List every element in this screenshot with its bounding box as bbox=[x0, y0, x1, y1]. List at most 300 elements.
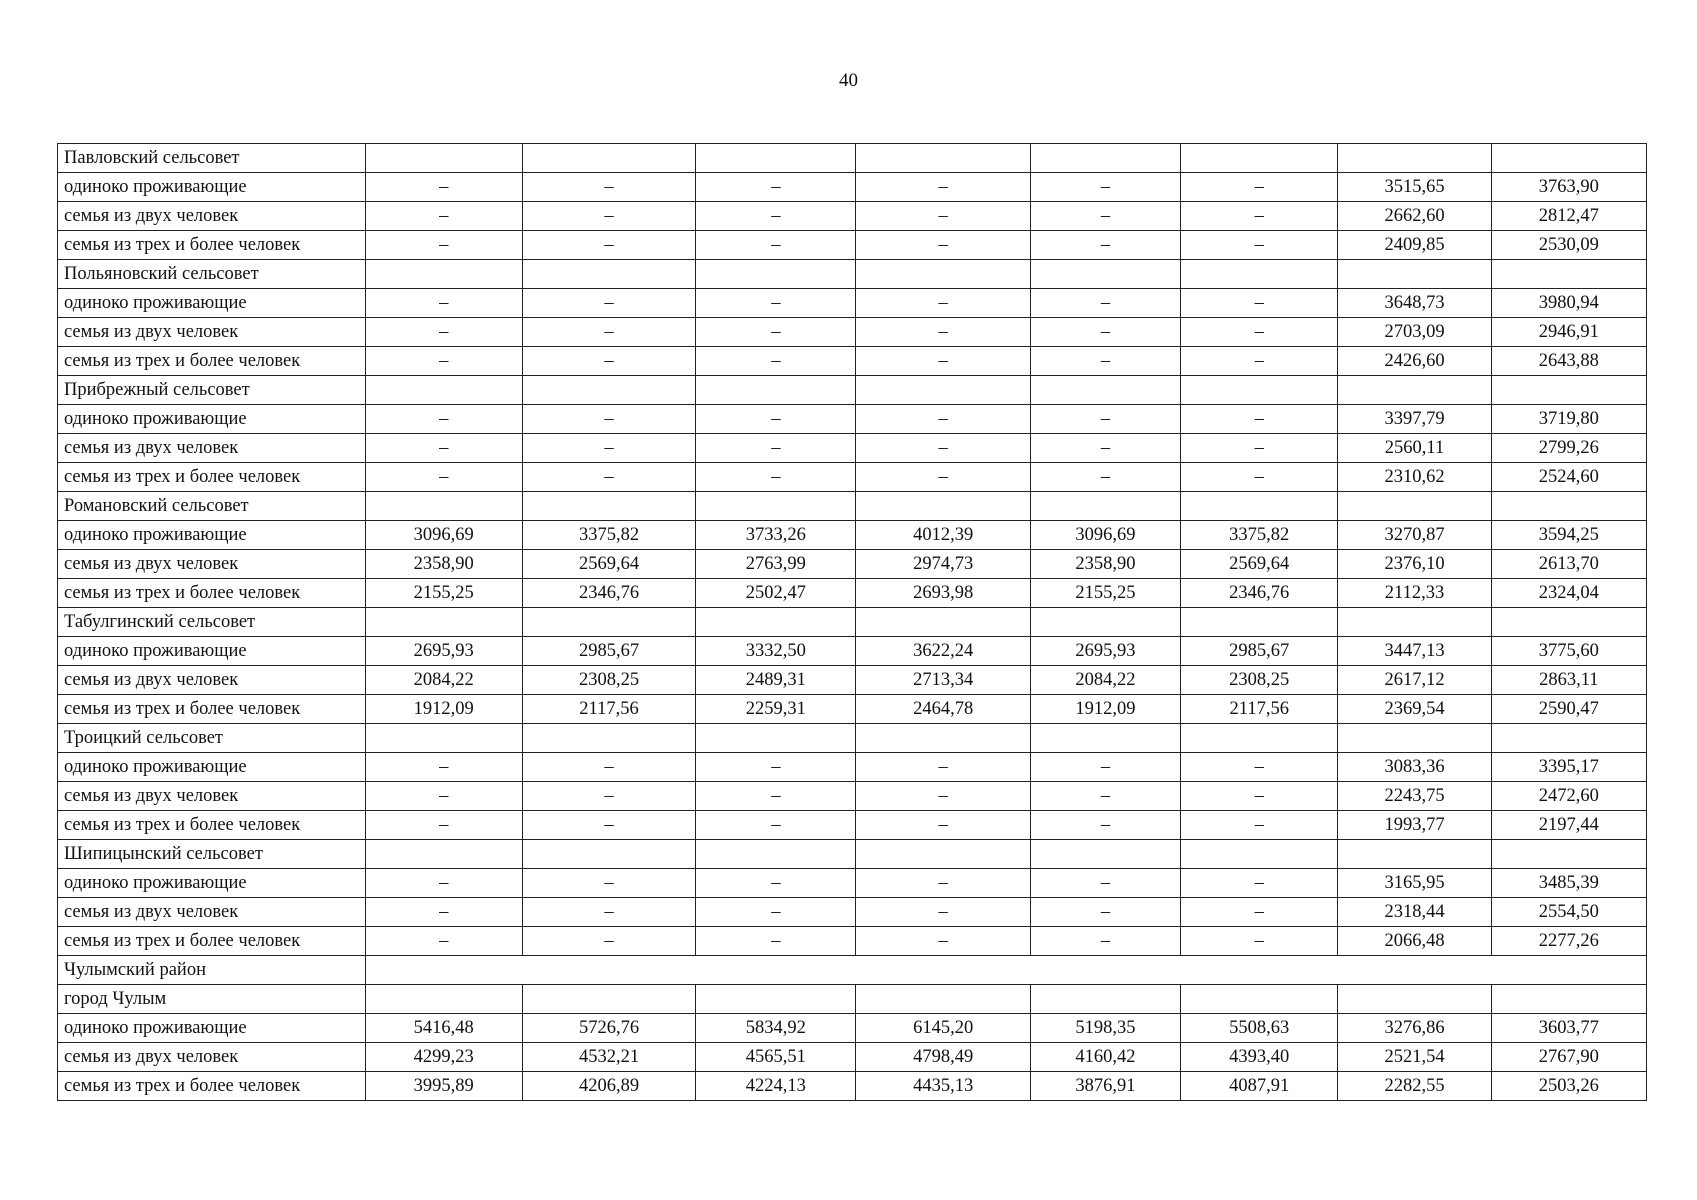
value-cell: – bbox=[1030, 898, 1180, 927]
empty-cell bbox=[1491, 260, 1646, 289]
row-label: семья из трех и более человек bbox=[58, 695, 366, 724]
value-cell: – bbox=[1181, 463, 1338, 492]
section-header-row bbox=[58, 260, 1647, 289]
value-cell: 2489,31 bbox=[696, 666, 856, 695]
empty-cell bbox=[365, 492, 522, 521]
district-name: Чулымский район bbox=[58, 956, 366, 985]
empty-cell bbox=[1030, 144, 1180, 173]
empty-cell bbox=[1181, 144, 1338, 173]
value-cell: – bbox=[522, 434, 695, 463]
empty-cell bbox=[1030, 724, 1180, 753]
section-name: Шипицынский сельсовет bbox=[58, 840, 366, 869]
table-row bbox=[58, 405, 1647, 434]
empty-cell bbox=[1491, 608, 1646, 637]
value-cell: 2346,76 bbox=[522, 579, 695, 608]
empty-cell bbox=[1181, 724, 1338, 753]
value-cell: – bbox=[522, 173, 695, 202]
value-cell: – bbox=[522, 405, 695, 434]
value-cell: – bbox=[522, 927, 695, 956]
value-cell: – bbox=[1181, 434, 1338, 463]
value-cell: – bbox=[1181, 898, 1338, 927]
value-cell: 3332,50 bbox=[696, 637, 856, 666]
section-header-row bbox=[58, 376, 1647, 405]
empty-cell bbox=[1491, 985, 1646, 1014]
value-cell: 2472,60 bbox=[1491, 782, 1646, 811]
row-label: одиноко проживающие bbox=[58, 521, 366, 550]
value-cell: 2066,48 bbox=[1338, 927, 1491, 956]
value-cell: – bbox=[856, 347, 1030, 376]
empty-cell bbox=[522, 492, 695, 521]
value-cell: – bbox=[365, 927, 522, 956]
empty-cell bbox=[696, 144, 856, 173]
value-cell: 3603,77 bbox=[1491, 1014, 1646, 1043]
table-row bbox=[58, 463, 1647, 492]
value-cell: – bbox=[1030, 318, 1180, 347]
empty-cell bbox=[365, 956, 1646, 985]
table-row bbox=[58, 289, 1647, 318]
value-cell: – bbox=[1030, 202, 1180, 231]
value-cell: 2974,73 bbox=[856, 550, 1030, 579]
value-cell: 2155,25 bbox=[1030, 579, 1180, 608]
table-row bbox=[58, 869, 1647, 898]
empty-cell bbox=[1491, 492, 1646, 521]
value-cell: 2409,85 bbox=[1338, 231, 1491, 260]
value-cell: 2554,50 bbox=[1491, 898, 1646, 927]
value-cell: 3395,17 bbox=[1491, 753, 1646, 782]
row-label: одиноко проживающие bbox=[58, 869, 366, 898]
value-cell: – bbox=[522, 811, 695, 840]
row-label: семья из двух человек bbox=[58, 666, 366, 695]
row-label: семья из трех и более человек bbox=[58, 347, 366, 376]
table-row bbox=[58, 550, 1647, 579]
value-cell: 3270,87 bbox=[1338, 521, 1491, 550]
table-row bbox=[58, 347, 1647, 376]
value-cell: 2946,91 bbox=[1491, 318, 1646, 347]
row-label: одиноко проживающие bbox=[58, 753, 366, 782]
value-cell: – bbox=[1030, 231, 1180, 260]
value-cell: – bbox=[522, 347, 695, 376]
empty-cell bbox=[1030, 985, 1180, 1014]
value-cell: – bbox=[365, 318, 522, 347]
value-cell: – bbox=[365, 869, 522, 898]
empty-cell bbox=[696, 724, 856, 753]
value-cell: 2117,56 bbox=[1181, 695, 1338, 724]
value-cell: 2084,22 bbox=[365, 666, 522, 695]
value-cell: 2560,11 bbox=[1338, 434, 1491, 463]
value-cell: – bbox=[856, 811, 1030, 840]
table-row bbox=[58, 927, 1647, 956]
empty-cell bbox=[856, 985, 1030, 1014]
row-label: семья из двух человек bbox=[58, 1043, 366, 1072]
value-cell: – bbox=[1181, 811, 1338, 840]
section-header-row bbox=[58, 724, 1647, 753]
district-header-row bbox=[58, 956, 1647, 985]
value-cell: 2503,26 bbox=[1491, 1072, 1646, 1101]
value-cell: 4206,89 bbox=[522, 1072, 695, 1101]
empty-cell bbox=[1030, 376, 1180, 405]
value-cell: – bbox=[1181, 231, 1338, 260]
value-cell: – bbox=[1030, 811, 1180, 840]
value-cell: 3648,73 bbox=[1338, 289, 1491, 318]
row-label: семья из двух человек bbox=[58, 202, 366, 231]
value-cell: 2318,44 bbox=[1338, 898, 1491, 927]
empty-cell bbox=[522, 144, 695, 173]
value-cell: 5508,63 bbox=[1181, 1014, 1338, 1043]
empty-cell bbox=[365, 376, 522, 405]
value-cell: 5834,92 bbox=[696, 1014, 856, 1043]
empty-cell bbox=[1030, 492, 1180, 521]
section-name: Прибрежный сельсовет bbox=[58, 376, 366, 405]
empty-cell bbox=[856, 144, 1030, 173]
empty-cell bbox=[856, 608, 1030, 637]
table-row bbox=[58, 173, 1647, 202]
value-cell: 2358,90 bbox=[365, 550, 522, 579]
empty-cell bbox=[696, 376, 856, 405]
value-cell: – bbox=[365, 898, 522, 927]
value-cell: 4435,13 bbox=[856, 1072, 1030, 1101]
value-cell: – bbox=[856, 898, 1030, 927]
value-cell: – bbox=[522, 898, 695, 927]
value-cell: – bbox=[1030, 927, 1180, 956]
value-cell: 2358,90 bbox=[1030, 550, 1180, 579]
table-row bbox=[58, 898, 1647, 927]
value-cell: – bbox=[365, 782, 522, 811]
value-cell: 4160,42 bbox=[1030, 1043, 1180, 1072]
empty-cell bbox=[1491, 840, 1646, 869]
value-cell: 5198,35 bbox=[1030, 1014, 1180, 1043]
value-cell: – bbox=[365, 463, 522, 492]
value-cell: 3083,36 bbox=[1338, 753, 1491, 782]
value-cell: – bbox=[1030, 289, 1180, 318]
value-cell: 2259,31 bbox=[696, 695, 856, 724]
value-cell: 3165,95 bbox=[1338, 869, 1491, 898]
section-name: Павловский сельсовет bbox=[58, 144, 366, 173]
value-cell: 2985,67 bbox=[522, 637, 695, 666]
value-cell: 2799,26 bbox=[1491, 434, 1646, 463]
empty-cell bbox=[696, 492, 856, 521]
value-cell: 2524,60 bbox=[1491, 463, 1646, 492]
table-row bbox=[58, 1014, 1647, 1043]
empty-cell bbox=[522, 608, 695, 637]
value-cell: – bbox=[696, 869, 856, 898]
value-cell: 3995,89 bbox=[365, 1072, 522, 1101]
table-row bbox=[58, 1072, 1647, 1101]
value-cell: – bbox=[522, 782, 695, 811]
table-row bbox=[58, 318, 1647, 347]
value-cell: 4565,51 bbox=[696, 1043, 856, 1072]
empty-cell bbox=[1181, 985, 1338, 1014]
value-cell: – bbox=[856, 463, 1030, 492]
value-cell: 4393,40 bbox=[1181, 1043, 1338, 1072]
value-cell: – bbox=[696, 898, 856, 927]
value-cell: 2985,67 bbox=[1181, 637, 1338, 666]
empty-cell bbox=[1030, 840, 1180, 869]
section-name: Троицкий сельсовет bbox=[58, 724, 366, 753]
value-cell: 2693,98 bbox=[856, 579, 1030, 608]
table-row bbox=[58, 579, 1647, 608]
value-cell: 2310,62 bbox=[1338, 463, 1491, 492]
empty-cell bbox=[696, 985, 856, 1014]
value-cell: – bbox=[856, 753, 1030, 782]
row-label: одиноко проживающие bbox=[58, 173, 366, 202]
value-cell: – bbox=[1030, 405, 1180, 434]
value-cell: 3485,39 bbox=[1491, 869, 1646, 898]
row-label: семья из трех и более человек bbox=[58, 231, 366, 260]
empty-cell bbox=[1030, 608, 1180, 637]
empty-cell bbox=[1338, 985, 1491, 1014]
empty-cell bbox=[522, 260, 695, 289]
empty-cell bbox=[1491, 724, 1646, 753]
value-cell: 4798,49 bbox=[856, 1043, 1030, 1072]
table-row bbox=[58, 202, 1647, 231]
value-cell: – bbox=[365, 347, 522, 376]
value-cell: 4087,91 bbox=[1181, 1072, 1338, 1101]
table-body bbox=[58, 144, 1647, 1101]
value-cell: – bbox=[522, 318, 695, 347]
value-cell: – bbox=[1030, 869, 1180, 898]
value-cell: 2521,54 bbox=[1338, 1043, 1491, 1072]
value-cell: 2569,64 bbox=[522, 550, 695, 579]
empty-cell bbox=[1338, 260, 1491, 289]
row-label: семья из трех и более человек bbox=[58, 811, 366, 840]
value-cell: – bbox=[856, 782, 1030, 811]
empty-cell bbox=[856, 724, 1030, 753]
value-cell: – bbox=[696, 434, 856, 463]
table-row bbox=[58, 231, 1647, 260]
value-cell: 2530,09 bbox=[1491, 231, 1646, 260]
empty-cell bbox=[1181, 260, 1338, 289]
value-cell: 3276,86 bbox=[1338, 1014, 1491, 1043]
value-cell: 2590,47 bbox=[1491, 695, 1646, 724]
empty-cell bbox=[522, 840, 695, 869]
value-cell: – bbox=[1181, 202, 1338, 231]
value-cell: – bbox=[1181, 753, 1338, 782]
value-cell: 2863,11 bbox=[1491, 666, 1646, 695]
empty-cell bbox=[856, 376, 1030, 405]
value-cell: 2464,78 bbox=[856, 695, 1030, 724]
value-cell: 3719,80 bbox=[1491, 405, 1646, 434]
table-row bbox=[58, 811, 1647, 840]
value-cell: – bbox=[856, 434, 1030, 463]
value-cell: 2369,54 bbox=[1338, 695, 1491, 724]
empty-cell bbox=[1338, 376, 1491, 405]
row-label: семья из трех и более человек bbox=[58, 927, 366, 956]
empty-cell bbox=[1030, 260, 1180, 289]
value-cell: – bbox=[1181, 927, 1338, 956]
value-cell: – bbox=[696, 347, 856, 376]
value-cell: 3775,60 bbox=[1491, 637, 1646, 666]
value-cell: 4299,23 bbox=[365, 1043, 522, 1072]
value-cell: – bbox=[696, 463, 856, 492]
table-row bbox=[58, 637, 1647, 666]
value-cell: 3096,69 bbox=[1030, 521, 1180, 550]
empty-cell bbox=[696, 260, 856, 289]
table-row bbox=[58, 434, 1647, 463]
empty-cell bbox=[1181, 376, 1338, 405]
value-cell: 2812,47 bbox=[1491, 202, 1646, 231]
value-cell: 5726,76 bbox=[522, 1014, 695, 1043]
empty-cell bbox=[522, 376, 695, 405]
value-cell: 3733,26 bbox=[696, 521, 856, 550]
value-cell: – bbox=[856, 405, 1030, 434]
empty-cell bbox=[365, 608, 522, 637]
value-cell: – bbox=[1030, 753, 1180, 782]
row-label: семья из трех и более человек bbox=[58, 579, 366, 608]
value-cell: 2695,93 bbox=[1030, 637, 1180, 666]
empty-cell bbox=[365, 985, 522, 1014]
value-cell: – bbox=[365, 753, 522, 782]
value-cell: 2308,25 bbox=[522, 666, 695, 695]
row-label: одиноко проживающие bbox=[58, 637, 366, 666]
value-cell: 2713,34 bbox=[856, 666, 1030, 695]
section-header-row bbox=[58, 840, 1647, 869]
value-cell: – bbox=[1030, 463, 1180, 492]
value-cell: – bbox=[1181, 782, 1338, 811]
value-cell: 2376,10 bbox=[1338, 550, 1491, 579]
value-cell: 5416,48 bbox=[365, 1014, 522, 1043]
empty-cell bbox=[522, 985, 695, 1014]
value-cell: 3375,82 bbox=[522, 521, 695, 550]
value-cell: 1993,77 bbox=[1338, 811, 1491, 840]
value-cell: 2569,64 bbox=[1181, 550, 1338, 579]
value-cell: – bbox=[365, 173, 522, 202]
section-header-row bbox=[58, 144, 1647, 173]
row-label: одиноко проживающие bbox=[58, 289, 366, 318]
value-cell: 1912,09 bbox=[365, 695, 522, 724]
empty-cell bbox=[365, 144, 522, 173]
section-name: город Чулым bbox=[58, 985, 366, 1014]
value-cell: – bbox=[696, 173, 856, 202]
value-cell: 3594,25 bbox=[1491, 521, 1646, 550]
empty-cell bbox=[1338, 492, 1491, 521]
value-cell: 4224,13 bbox=[696, 1072, 856, 1101]
row-label: семья из двух человек bbox=[58, 782, 366, 811]
value-cell: – bbox=[696, 289, 856, 318]
value-cell: 2346,76 bbox=[1181, 579, 1338, 608]
empty-cell bbox=[856, 840, 1030, 869]
value-cell: – bbox=[1181, 405, 1338, 434]
value-cell: – bbox=[522, 289, 695, 318]
value-cell: 2767,90 bbox=[1491, 1043, 1646, 1072]
empty-cell bbox=[365, 724, 522, 753]
value-cell: – bbox=[696, 318, 856, 347]
section-name: Польяновский сельсовет bbox=[58, 260, 366, 289]
value-cell: – bbox=[522, 753, 695, 782]
value-cell: – bbox=[1181, 347, 1338, 376]
row-label: семья из трех и более человек bbox=[58, 463, 366, 492]
row-label: одиноко проживающие bbox=[58, 1014, 366, 1043]
table-row bbox=[58, 1043, 1647, 1072]
value-cell: – bbox=[365, 434, 522, 463]
row-label: одиноко проживающие bbox=[58, 405, 366, 434]
value-cell: – bbox=[365, 231, 522, 260]
value-cell: – bbox=[856, 927, 1030, 956]
empty-cell bbox=[1491, 144, 1646, 173]
value-cell: 2324,04 bbox=[1491, 579, 1646, 608]
value-cell: – bbox=[1181, 318, 1338, 347]
value-cell: – bbox=[365, 289, 522, 318]
empty-cell bbox=[856, 260, 1030, 289]
value-cell: – bbox=[1181, 289, 1338, 318]
value-cell: – bbox=[1030, 347, 1180, 376]
empty-cell bbox=[1338, 724, 1491, 753]
section-name: Табулгинский сельсовет bbox=[58, 608, 366, 637]
table-row bbox=[58, 666, 1647, 695]
value-cell: 6145,20 bbox=[856, 1014, 1030, 1043]
empty-cell bbox=[696, 840, 856, 869]
value-cell: – bbox=[696, 811, 856, 840]
row-label: семья из двух человек bbox=[58, 434, 366, 463]
value-cell: – bbox=[696, 405, 856, 434]
value-cell: 2502,47 bbox=[696, 579, 856, 608]
tariff-table bbox=[57, 143, 1647, 1101]
value-cell: 2662,60 bbox=[1338, 202, 1491, 231]
value-cell: 4012,39 bbox=[856, 521, 1030, 550]
value-cell: – bbox=[696, 753, 856, 782]
value-cell: 2308,25 bbox=[1181, 666, 1338, 695]
table-row bbox=[58, 782, 1647, 811]
table-row bbox=[58, 753, 1647, 782]
value-cell: – bbox=[365, 811, 522, 840]
page-number: 40 bbox=[839, 70, 858, 91]
empty-cell bbox=[1491, 376, 1646, 405]
value-cell: – bbox=[856, 202, 1030, 231]
value-cell: – bbox=[522, 202, 695, 231]
value-cell: – bbox=[1181, 173, 1338, 202]
empty-cell bbox=[1338, 608, 1491, 637]
value-cell: 2155,25 bbox=[365, 579, 522, 608]
table-row bbox=[58, 695, 1647, 724]
value-cell: 2695,93 bbox=[365, 637, 522, 666]
value-cell: 2117,56 bbox=[522, 695, 695, 724]
value-cell: 3096,69 bbox=[365, 521, 522, 550]
value-cell: 2112,33 bbox=[1338, 579, 1491, 608]
value-cell: – bbox=[856, 289, 1030, 318]
empty-cell bbox=[1181, 608, 1338, 637]
value-cell: – bbox=[522, 231, 695, 260]
value-cell: 2282,55 bbox=[1338, 1072, 1491, 1101]
value-cell: – bbox=[1030, 434, 1180, 463]
empty-cell bbox=[1181, 840, 1338, 869]
value-cell: 4532,21 bbox=[522, 1043, 695, 1072]
value-cell: 2277,26 bbox=[1491, 927, 1646, 956]
value-cell: 2703,09 bbox=[1338, 318, 1491, 347]
row-label: семья из двух человек bbox=[58, 550, 366, 579]
value-cell: 3375,82 bbox=[1181, 521, 1338, 550]
value-cell: – bbox=[696, 782, 856, 811]
row-label: семья из двух человек bbox=[58, 318, 366, 347]
value-cell: 2617,12 bbox=[1338, 666, 1491, 695]
empty-cell bbox=[1338, 144, 1491, 173]
value-cell: 3515,65 bbox=[1338, 173, 1491, 202]
value-cell: – bbox=[696, 231, 856, 260]
value-cell: – bbox=[856, 318, 1030, 347]
value-cell: 3763,90 bbox=[1491, 173, 1646, 202]
value-cell: – bbox=[856, 173, 1030, 202]
value-cell: – bbox=[696, 927, 856, 956]
value-cell: – bbox=[365, 405, 522, 434]
empty-cell bbox=[522, 724, 695, 753]
section-header-row bbox=[58, 492, 1647, 521]
row-label: семья из трех и более человек bbox=[58, 1072, 366, 1101]
section-header-row bbox=[58, 608, 1647, 637]
empty-cell bbox=[1338, 840, 1491, 869]
value-cell: – bbox=[1030, 782, 1180, 811]
empty-cell bbox=[1181, 492, 1338, 521]
value-cell: 3622,24 bbox=[856, 637, 1030, 666]
table-row bbox=[58, 521, 1647, 550]
value-cell: – bbox=[365, 202, 522, 231]
